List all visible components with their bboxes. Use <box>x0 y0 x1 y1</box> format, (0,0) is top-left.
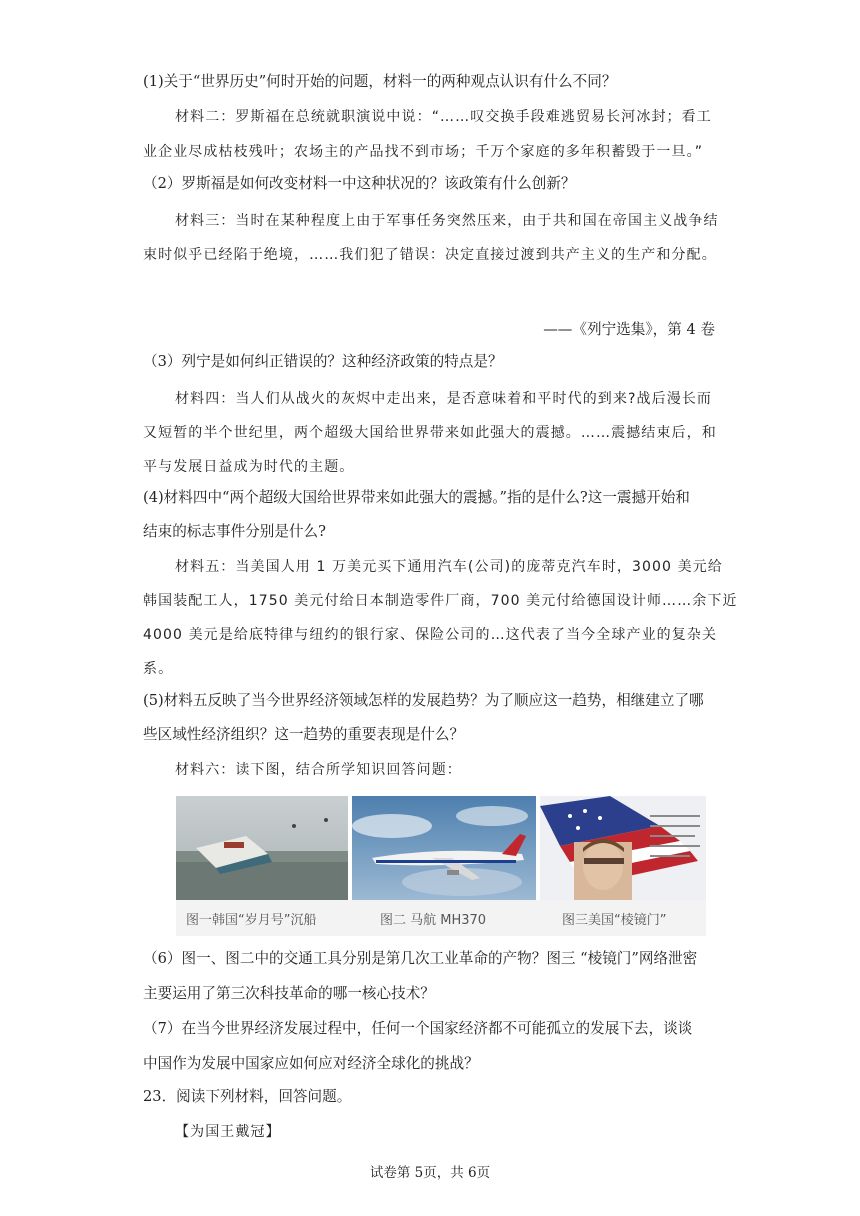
line-material3-b: 束时似乎已经陷于绝境，……我们犯了错误：决定直接过渡到共产主义的生产和分配。 <box>143 247 717 263</box>
figure2-caption: 图二 马航 MH370 <box>380 913 487 928</box>
ferry-photo <box>176 796 348 900</box>
line-q6-a: （6）图一、图二中的交通工具分别是第几次工业革命的产物？图三 “棱镜门”网络泄密 <box>143 950 698 967</box>
line-q5-b: 些区域性经济组织？这一趋势的重要表现是什么？ <box>143 726 465 743</box>
page-footer: 试卷第 5页，共 6页 <box>369 1165 491 1181</box>
line-q23: 23．阅读下列材料，回答问题。 <box>143 1088 352 1105</box>
source-citation: ——《列宁选集》，第 4 卷 <box>543 321 715 338</box>
line-q3: （3）列宁是如何纠正错误的？这种经济政策的特点是？ <box>143 353 503 370</box>
line-q5-a: (5)材料五反映了当今世界经济领域怎样的发展趋势？为了顺应这一趋势，相继建立了哪 <box>143 692 704 709</box>
airplane-photo <box>352 796 536 900</box>
line-q7-b: 中国作为发展中国家应如何应对经济全球化的挑战？ <box>143 1055 479 1072</box>
line-material5-d: 系。 <box>143 661 174 677</box>
line-material3-a: 材料三：当时在某种程度上由于军事任务突然压来，由于共和国在帝国主义战争结 <box>175 213 719 229</box>
line-material4-c: 平与发展日益成为时代的主题。 <box>143 459 355 475</box>
line-q4-a: (4)材料四中“两个超级大国给世界带来如此强大的震撼。”指的是什么?这一震撼开始和 <box>143 489 690 506</box>
line-material6: 材料六：读下图，结合所学知识回答问题： <box>175 762 462 778</box>
line-material5-c: 4000 美元是给底特律与纽约的银行家、保险公司的…这代表了当今全球产业的复杂关 <box>143 627 718 643</box>
line-q1: (1)关于“世界历史”何时开始的问题，材料一的两种观点认识有什么不同？ <box>143 73 617 90</box>
figure3-caption: 图三美国“棱镜门” <box>562 913 667 928</box>
line-material4-b: 又短暂的半个世纪里，两个超级大国给世界带来如此强大的震撼。……震撼结束后，和 <box>143 425 717 441</box>
line-material2-b: 业企业尽成枯枝残叶；农场主的产品找不到市场；千万个家庭的多年积蓄毁于一旦。” <box>143 144 704 160</box>
section-title: 【为国王戴冠】 <box>175 1124 281 1140</box>
line-q4-b: 结束的标志事件分别是什么? <box>143 523 326 540</box>
line-q7-a: （7）在当今世界经济发展过程中，任何一个国家经济都不可能孤立的发展下去，谈谈 <box>143 1020 693 1037</box>
line-material5-a: 材料五：当美国人用 1 万美元买下通用汽车(公司)的庞蒂克汽车时，3000 美元给 <box>175 559 723 575</box>
prism-photo <box>540 796 706 900</box>
figure1-caption: 图一韩国“岁月号”沉船 <box>186 913 317 928</box>
line-material5-b: 韩国装配工人，1750 美元付给日本制造零件厂商，700 美元付给德国设计师……余下近 <box>143 593 738 609</box>
line-material4-a: 材料四：当人们从战火的灰烬中走出来，是否意味着和平时代的到来?战后漫长而 <box>175 391 713 407</box>
line-q6-b: 主要运用了第三次科技革命的哪一核心技术？ <box>143 985 435 1002</box>
line-q2: （2）罗斯福是如何改变材料一中这种状况的？该政策有什么创新？ <box>143 175 576 192</box>
line-material2-a: 材料二：罗斯福在总统就职演说中说：“……叹交换手段难逃贸易长河冰封；看工 <box>175 109 712 125</box>
